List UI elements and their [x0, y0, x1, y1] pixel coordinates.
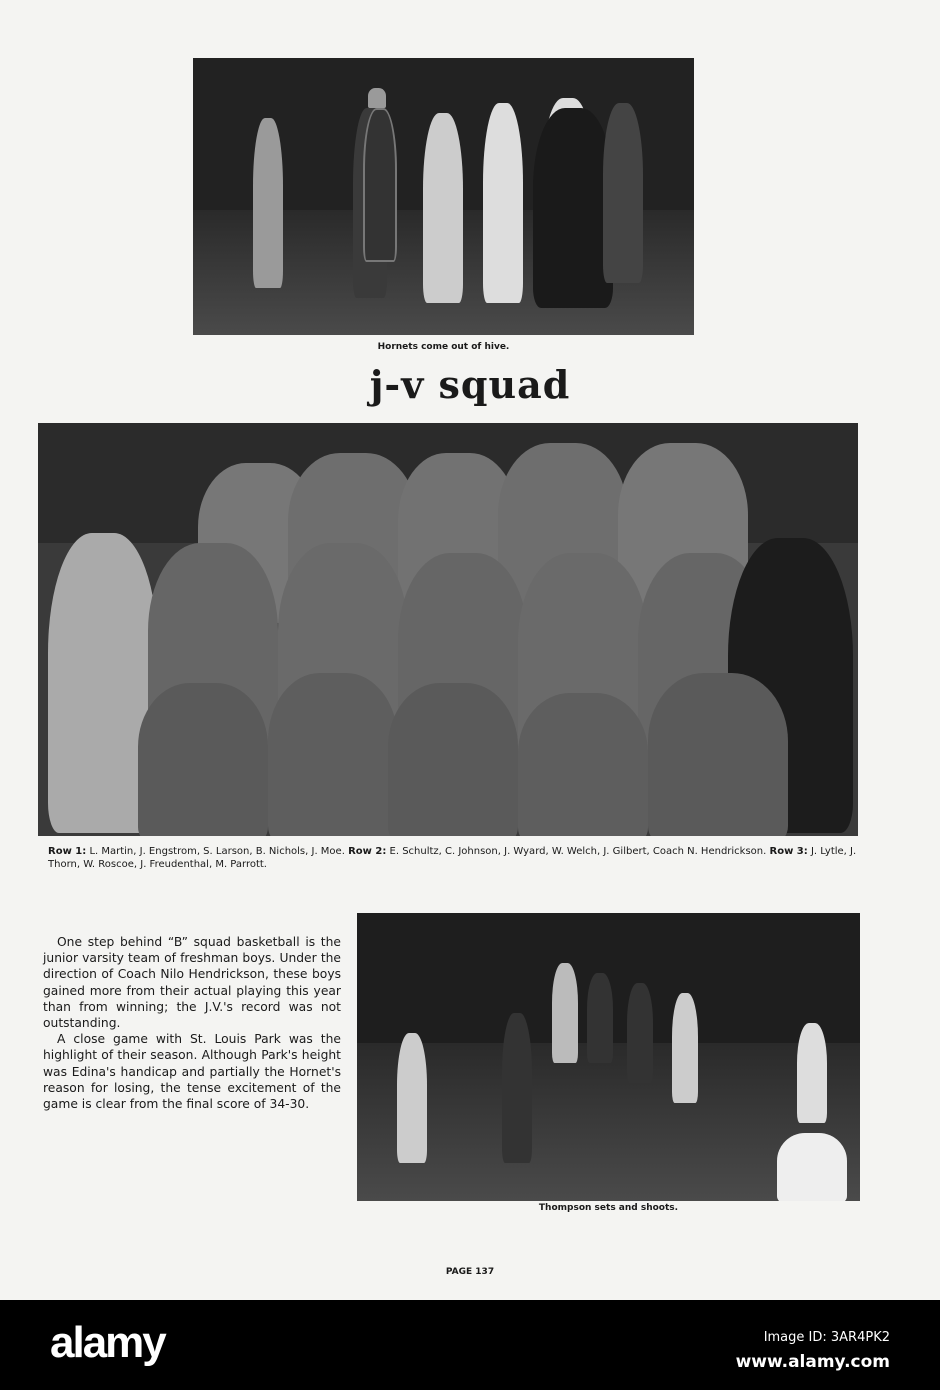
bottom-photo-caption: Thompson sets and shoots.: [538, 1203, 679, 1213]
team-photo: [38, 423, 858, 836]
image-id: Image ID: 3AR4PK2: [763, 1330, 890, 1345]
site-url: www.alamy.com: [735, 1352, 890, 1372]
row-names: J. Lytle, J. Thorn, W. Roscoe, J. Freudenthal, M. Parrott.: [48, 846, 857, 870]
body-text: [43, 934, 341, 1112]
top-photo-caption: Hornets come out of hive.: [377, 342, 510, 352]
row-names: E. Schultz, C. Johnson, J. Wyard, W. Welch, J. Gilbert, Coach N. Hendrickson.: [389, 846, 767, 857]
page-number: PAGE 137: [445, 1267, 495, 1277]
top-photo: [193, 58, 694, 335]
row-names: L. Martin, J. Engstrom, S. Larson, B. Nichols, J. Moe.: [89, 846, 345, 857]
page-title: j-v squad: [369, 362, 571, 407]
row-label: Row 1:: [48, 846, 87, 857]
alamy-logo: alamy: [50, 1318, 165, 1367]
paragraph: A close game with St. Louis Park was the highlight of their season. Although Park's height was Edina's handicap and partially the Hornet's reason for losing, the tense excitement of the game is clear from the final score of 34-30.: [43, 1032, 341, 1112]
paragraph: One step behind “B” squad basketball is the junior varsity team of freshman boys. Under the direction of Coach Nilo Hendrickson, these boys gained more from their actual playing this year than from winning; the J.V.'s record was not outstanding.: [43, 935, 341, 1031]
team-photo-caption: [48, 845, 860, 871]
row-label: Row 3:: [769, 846, 808, 857]
row-label: Row 2:: [348, 846, 387, 857]
watermark-footer: [0, 1300, 940, 1390]
bottom-photo: [357, 913, 860, 1201]
